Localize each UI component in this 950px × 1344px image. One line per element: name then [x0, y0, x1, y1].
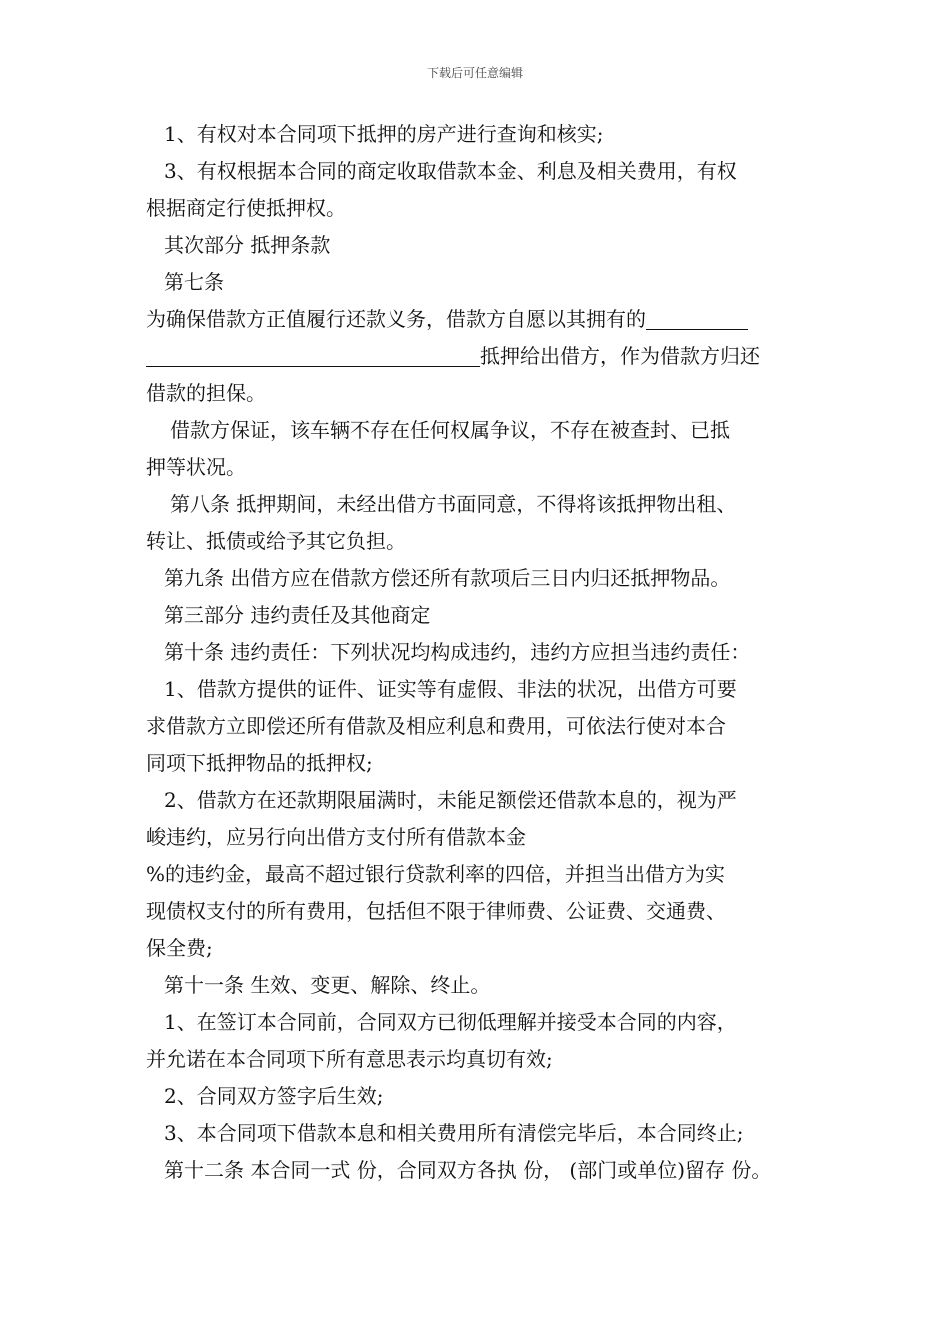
page-header: 下载后可任意编辑 [426, 66, 523, 80]
breach-2-line2: 峻违约，应另行向出借方支付所有借款本金 [146, 825, 526, 849]
article-7-line2 [146, 338, 814, 375]
article-7-text1: 为确保借款方正值履行还款义务，借款方自愿以其拥有的 [146, 307, 646, 331]
section-heading-2: 其次部分 抵押条款 [164, 233, 331, 257]
article-7-line1 [146, 301, 814, 338]
breach-2-line3: %的违约金，最高不超过银行贷款利率的四倍，并担当出借方为实 [146, 862, 726, 886]
article-7-line3: 借款的担保。 [146, 381, 266, 405]
document-body [146, 116, 814, 1189]
effect-1-line1: 1、在签订本合同前，合同双方已彻低理解并接受本合同的内容， [164, 1010, 737, 1034]
clause-right-3-line1: 3、有权根据本合同的商定收取借款本金、利息及相关费用，有权 [164, 159, 737, 183]
effect-1-line2: 并允诺在本合同项下所有意思表示均真切有效; [146, 1047, 553, 1071]
article-12: 第十二条 本合同一式 份，合同双方各执 份， (部门或单位)留存 份。 [164, 1158, 772, 1182]
fill-blank-2 [146, 342, 480, 367]
section-heading-3: 第三部分 违约责任及其他商定 [164, 603, 431, 627]
effect-3: 3、本合同项下借款本息和相关费用所有清偿完毕后，本合同终止; [164, 1121, 744, 1145]
breach-1-line3: 同项下抵押物品的抵押权; [146, 751, 373, 775]
breach-2-line5: 保全费; [146, 936, 213, 960]
clause-right-3-line2: 根据商定行使抵押权。 [146, 196, 346, 220]
breach-1-line2: 求借款方立即偿还所有借款及相应利息和费用，可依法行使对本合 [146, 714, 726, 738]
breach-1-line1: 1、借款方提供的证件、证实等有虚假、非法的状况，出借方可要 [164, 677, 737, 701]
article-7-text2: 抵押给出借方，作为借款方归还 [480, 344, 760, 368]
fill-blank-1 [646, 305, 748, 330]
effect-2: 2、合同双方签字后生效; [164, 1084, 384, 1108]
article-10: 第十条 违约责任：下列状况均构成违约，违约方应担当违约责任： [164, 640, 751, 664]
article-11: 第十一条 生效、变更、解除、终止。 [164, 973, 491, 997]
clause-right-1: 1、有权对本合同项下抵押的房产进行查询和核实; [164, 122, 604, 146]
article-7-heading: 第七条 [164, 270, 224, 294]
article-8-line1: 第八条 抵押期间，未经出借方书面同意，不得将该抵押物出租、 [170, 492, 737, 516]
article-8-line2: 转让、抵债或给予其它负担。 [146, 529, 406, 553]
guarantee-line2: 押等状况。 [146, 455, 246, 479]
article-9: 第九条 出借方应在借款方偿还所有款项后三日内归还抵押物品。 [164, 566, 731, 590]
breach-2-line4: 现债权支付的所有费用，包括但不限于律师费、公证费、交通费、 [146, 899, 726, 923]
breach-2-line1: 2、借款方在还款期限届满时，未能足额偿还借款本息的，视为严 [164, 788, 737, 812]
guarantee-line1: 借款方保证，该车辆不存在任何权属争议，不存在被查封、已抵 [170, 418, 730, 442]
